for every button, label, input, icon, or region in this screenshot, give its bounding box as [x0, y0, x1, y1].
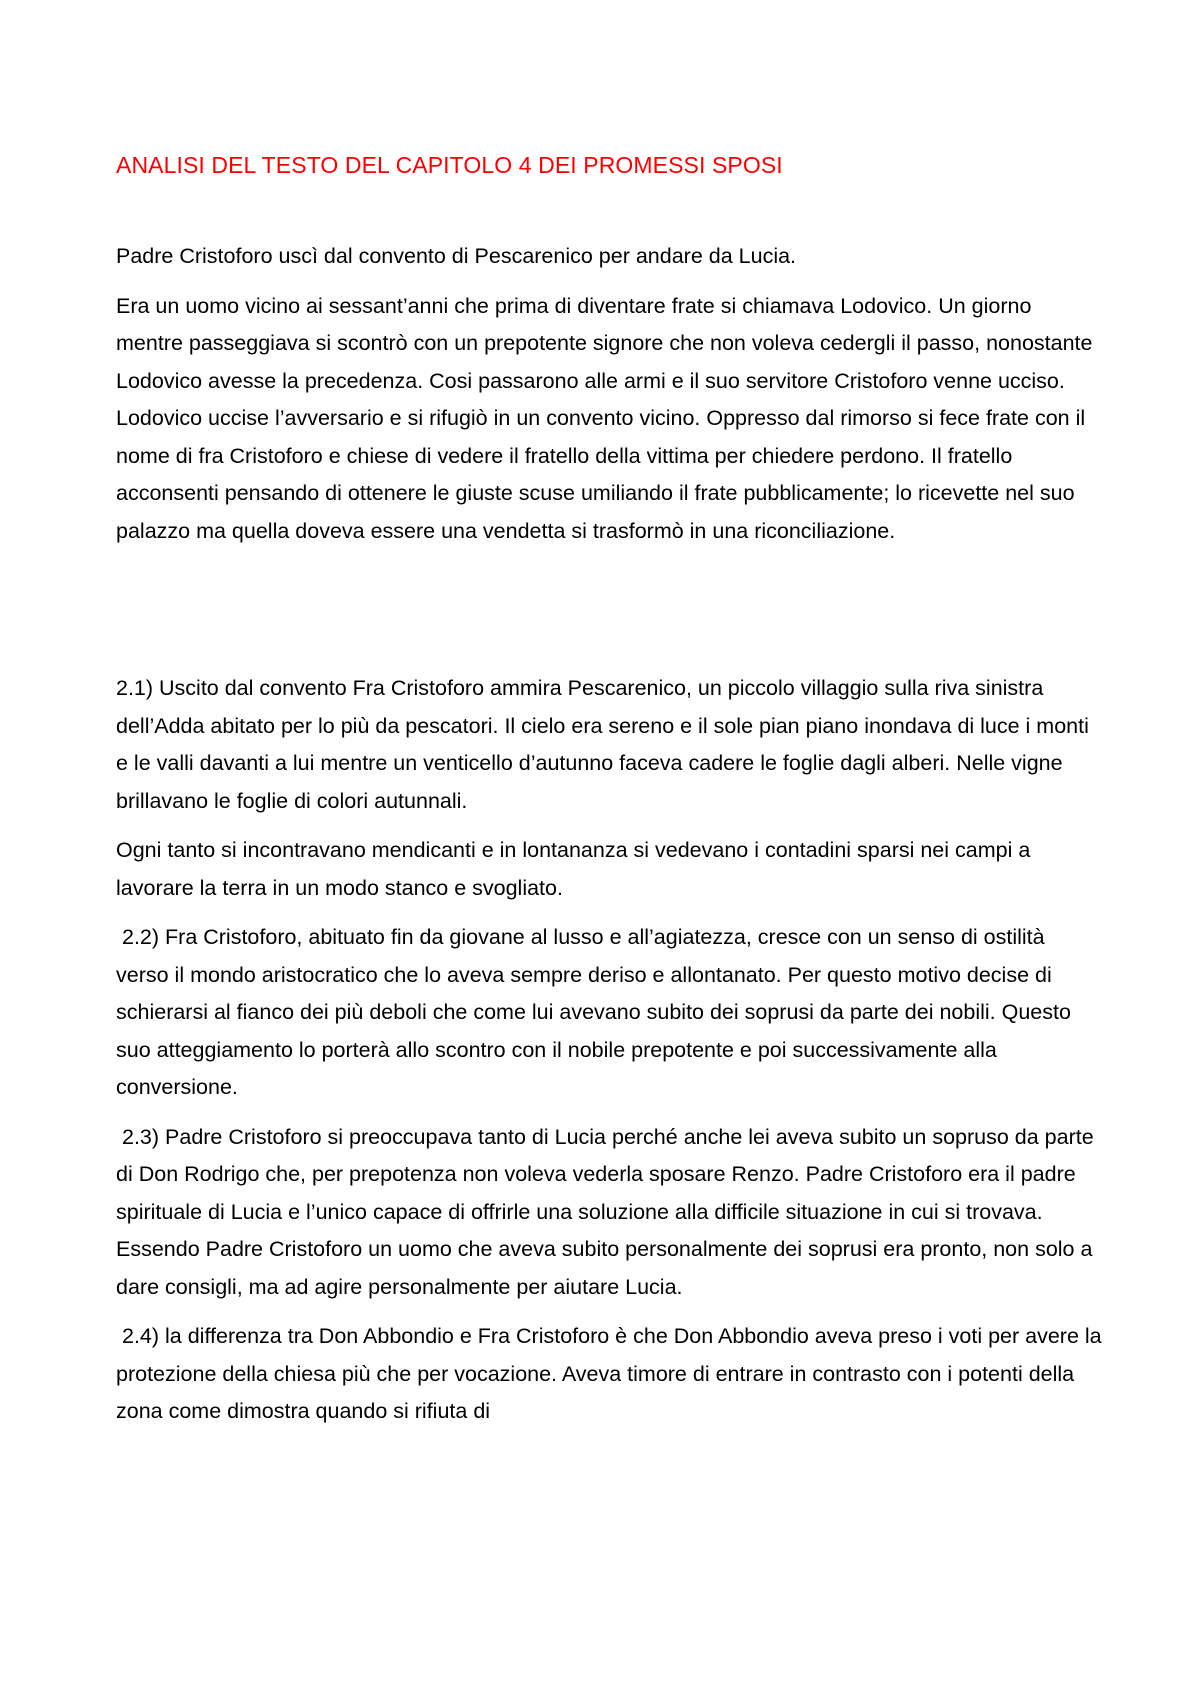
paragraph-2-2: 2.2) Fra Cristoforo, abituato fin da giovane al lusso e all’agiatezza, cresce con un senso di ostilità verso il mondo aristocratico che lo aveva sempre deriso e allontanato. Per questo motivo decise di schierarsi al fianco dei più deboli che come lui avevano subito dei soprusi da parte dei nobili. Questo suo atteggiamento lo porterà allo scontro con il nobile prepotente e poi successivamente alla conversione.	[116, 925, 1071, 1099]
document-title: ANALISI DEL TESTO DEL CAPITOLO 4 DEI PROMESSI SPOSI	[116, 152, 783, 178]
paragraph-2-1-continued: Ogni tanto si incontravano mendicanti e in lontananza si vedevano i contadini sparsi nei campi a lavorare la terra in un modo stanco e svogliato.	[116, 838, 1031, 900]
paragraph-summary: Era un uomo vicino ai sessant’anni che prima di diventare frate si chiamava Lodovico. Un giorno mentre passeggiava si scontrò con un prepotente signore che non voleva cedergli il passo, nonostante Lodovico avesse la precedenza. Cosi passarono alle armi e il suo servitore Cristoforo venne ucciso. Lodovico uccise l’avversario e si rifugiò in un convento vicino. Oppresso dal rimorso si fece frate con il nome di fra Cristoforo e chiese di vedere il fratello della vittima per chiedere perdono. Il fratello acconsenti pensando di ottenere le giuste scuse umiliando il frate pubblicamente; lo ricevette nel suo palazzo ma quella doveva essere una vendetta si trasformò in una riconciliazione.	[116, 293, 1093, 543]
section-spacer	[116, 562, 1102, 670]
paragraph-intro: Padre Cristoforo uscì dal convento di Pescarenico per andare da Lucia.	[116, 244, 797, 268]
paragraph-2-1: 2.1) Uscito dal convento Fra Cristoforo ammira Pescarenico, un piccolo villaggio sulla riva sinistra dell’Adda abitato per lo più da pescatori. Il cielo era sereno e il sole pian piano inondava di luce i monti e le valli davanti a lui mentre un venticello d’autunno faceva cadere le foglie dagli alberi. Nelle vigne brillavano le foglie di colori autunnali.	[116, 676, 1089, 813]
paragraph-2-4: 2.4) la differenza tra Don Abbondio e Fra Cristoforo è che Don Abbondio aveva preso i voti per avere la protezione della chiesa più che per vocazione. Aveva timore di entrare in contrasto con i potenti della zona come dimostra quando si rifiuta di	[116, 1324, 1102, 1423]
document-body	[116, 148, 1102, 1443]
paragraph-2-3: 2.3) Padre Cristoforo si preoccupava tanto di Lucia perché anche lei aveva subito un sopruso da parte di Don Rodrigo che, per prepotenza non voleva vederla sposare Renzo. Padre Cristoforo era il padre spirituale di Lucia e l’unico capace di offrirle una soluzione alla difficile situazione in cui si trovava. Essendo Padre Cristoforo un uomo che aveva subito personalmente dei soprusi era pronto, non solo a dare consigli, ma ad agire personalmente per aiutare Lucia.	[116, 1124, 1094, 1299]
